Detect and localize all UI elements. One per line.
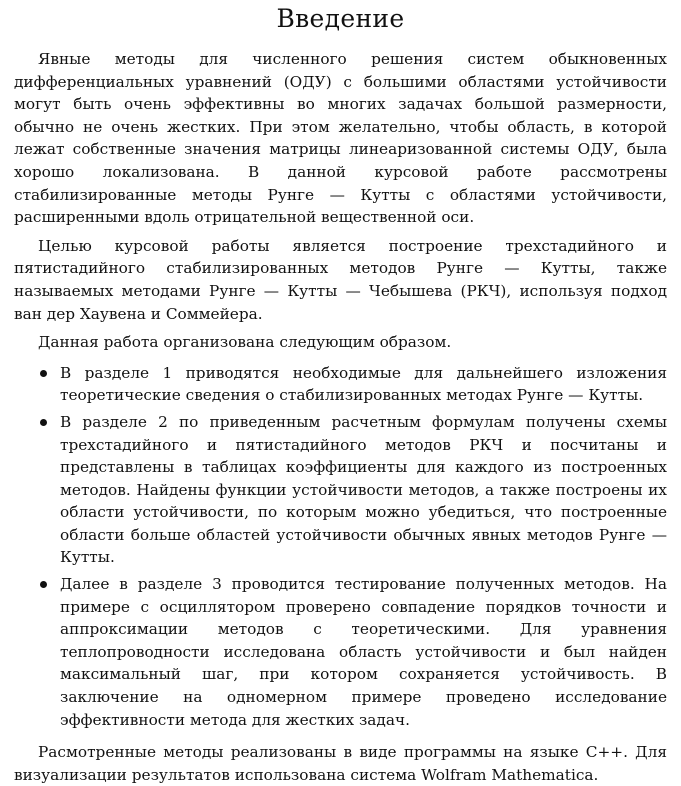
- list-item: [60, 573, 667, 731]
- intro-paragraph: Явные методы для численного решения систем обыкновенных дифференциальных уравнений (ОДУ) с большими областями устойчивости могут быть очень эффективны во многих задачах большой размерности, обычно не очень жестких. При этом желательно, чтобы область, в которой лежат собственные значения матрицы линеаризованной системы ОДУ, была хорошо локализована. В данной курсовой работе рассмотрены стабилизированные методы Рунге — Кутты с областями устойчивости, расширенными вдоль отрицательной вещественной оси.: [14, 50, 667, 227]
- organization-paragraph: Данная работа организована следующим образом.: [38, 333, 452, 352]
- bullet-icon: [40, 419, 47, 426]
- list-item: [60, 411, 667, 569]
- list-item-text: В разделе 2 по приведенным расчетным формулам получены схемы трехстадийного и пятистадийного методов РКЧ и посчитаны и представлены в таблицах коэффициенты для каждого из построенных методов. Найдены функции устойчивости методов, а также построены их области устойчивости, по которым можно убедиться, что построенные области больше областей устойчивости обычных явных методов Рунге — Кутты.: [60, 412, 667, 567]
- list-item-text: В разделе 1 приводятся необходимые для дальнейшего изложения теоретические сведения о стабилизированных методах Рунге — Кутты.: [60, 363, 667, 405]
- list-item: [60, 362, 667, 407]
- closing-paragraph: Расмотренные методы реализованы в виде программы на языке C++. Для визуализации результатов использована система Wolfram Mathematica.: [14, 743, 667, 784]
- goal-paragraph: Целью курсовой работы является построение трехстадийного и пятистадийного стабилизированных методов Рунге — Кутты, также называемых методами Рунге — Кутты — Чебышева (РКЧ), используя подход ван дер Хаувена и Соммейера.: [14, 236, 667, 323]
- bullet-icon: [40, 581, 47, 588]
- structure-list: [14, 362, 667, 732]
- list-item-text: Далее в разделе 3 проводится тестирование полученных методов. На примере с осциллятором проверено совпадение порядков точности и аппроксимации методов с теоретическими. Для уравнения теплопроводности исследована область устойчивости и был найден максимальный шаг, при котором сохраняется устойчивость. В заключение на одномерном примере проведено исследование эффективности метода для жестких задач.: [60, 575, 667, 729]
- bullet-icon: [40, 370, 47, 377]
- section-title: Введение: [276, 4, 405, 33]
